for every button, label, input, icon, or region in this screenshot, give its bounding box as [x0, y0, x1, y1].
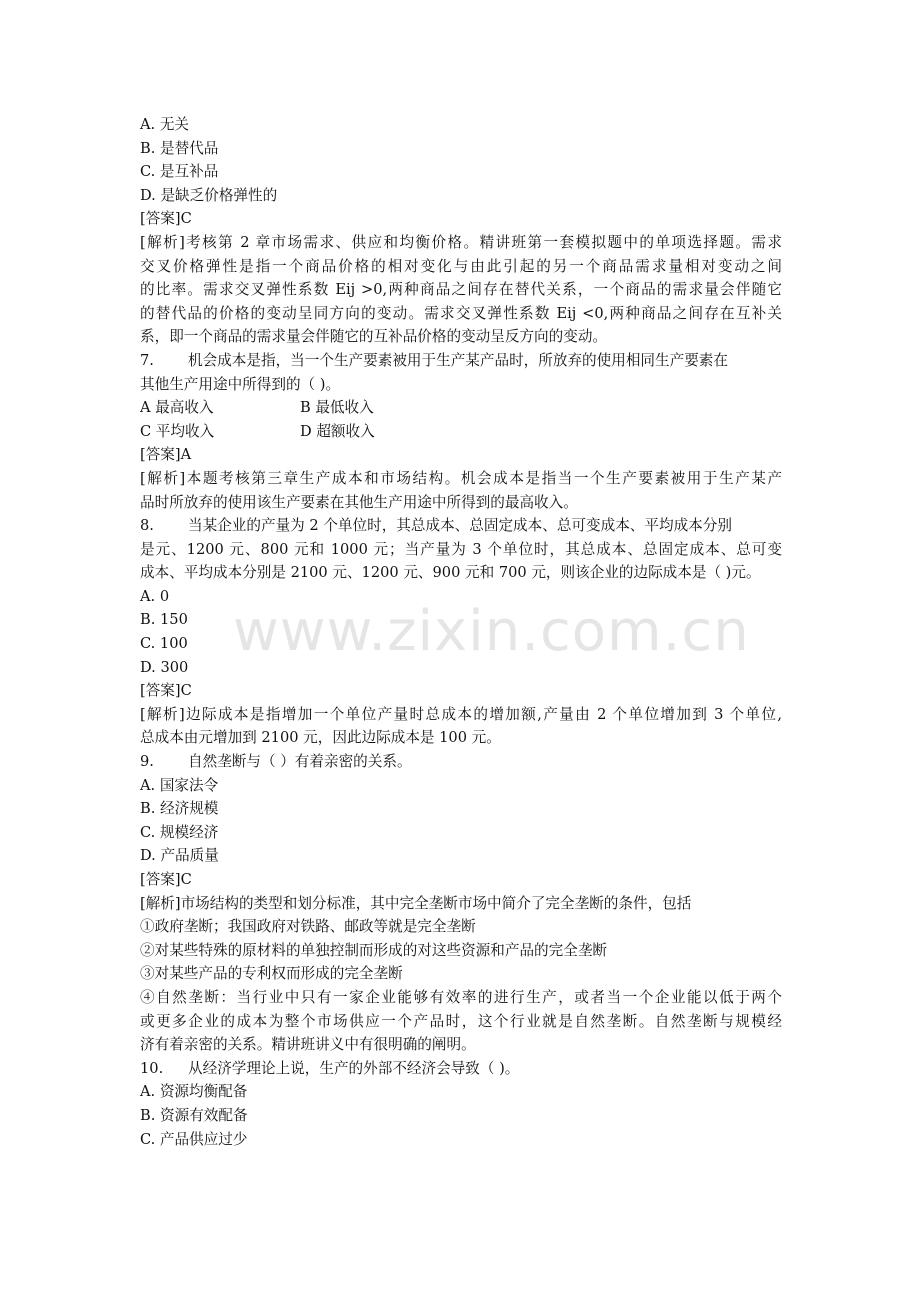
option-d: D. 产品质量: [140, 847, 219, 865]
watermark: www.zixin.com.cn: [233, 599, 750, 664]
analysis-line: ④自然垄断：当行业中只有一家企业能够有效率的进行生产，或者当一个企业能以低于两个: [140, 988, 782, 1006]
analysis-line: [解析]本题考核第三章生产成本和市场结构。机会成本是指当一个生产要素被用于生产某产: [140, 469, 782, 487]
analysis-line: ②对某些特殊的原材料的单独控制而形成的对这些资源和产品的完全垄断: [140, 941, 608, 959]
question-stem: 是元、1200 元、800 元和 1000 元；当产量为 3 个单位时，其总成本、总固定成本、总可变: [140, 540, 782, 558]
option-b: B. 是替代品: [140, 139, 219, 157]
question-number: 9.: [140, 753, 154, 771]
question-8: [140, 514, 782, 750]
analysis-line: 系，即一个商品的需求量会伴随它的互补品价格的变动呈反方向的变动。: [140, 328, 608, 346]
option-c: C 平均收入: [140, 422, 215, 440]
option-a: A. 0: [140, 587, 170, 605]
analysis-line: [解析]市场结构的类型和划分标准，其中完全垄断市场中简介了完全垄断的条件，包括: [140, 894, 692, 912]
option-d: D 超额收入: [300, 422, 375, 440]
analysis-line: 总成本由元增加到 2100 元，因此边际成本是 100 元。: [140, 729, 501, 747]
document-body: [140, 113, 782, 1151]
question-7: [140, 349, 782, 514]
option-d: D. 300: [140, 658, 189, 676]
option-b: B. 经济规模: [140, 800, 219, 818]
question-stem: 其他生产用途中所得到的（ )。: [140, 375, 341, 393]
answer: [答案]C: [140, 210, 192, 228]
option-row: [140, 420, 782, 444]
option-a: A. 资源均衡配备: [140, 1083, 248, 1101]
question-10: [140, 1057, 782, 1151]
stem-text: 机会成本是指，当一个生产要素被用于生产某产品时，所放弃的使用相同生产要素在: [188, 351, 728, 369]
question-stem: [140, 514, 782, 538]
analysis-line: 交叉价格弹性是指一个商品价格的相对变化与由此引起的另一个商品需求量相对变动之间: [140, 257, 782, 275]
answer: [答案]C: [140, 871, 192, 888]
analysis-line: 的比率。需求交叉弹性系数 Eij >0,两种商品之间存在替代关系，一个商品的需求量会伴随它: [140, 281, 782, 299]
question-number: 8.: [140, 517, 154, 535]
question-number: 7.: [140, 351, 154, 369]
stem-text: 当某企业的产量为 2 个单位时，其总成本、总固定成本、总可变成本、平均成本分别: [188, 517, 732, 535]
question-9: [140, 750, 782, 1057]
question-number: 10.: [140, 1059, 164, 1077]
analysis-line: ③对某些产品的专利权而形成的完全垄断: [140, 965, 403, 983]
question-stem: 成本、平均成本分别是 2100 元、1200 元、900 元和 700 元，则该企业的边际成本是（ )元。: [140, 564, 761, 582]
question-stem: [140, 349, 782, 373]
option-row: [140, 396, 782, 420]
option-c: C. 是互补品: [140, 163, 219, 181]
stem-text: 从经济学理论上说，生产的外部不经济会导致（ )。: [188, 1059, 520, 1077]
answer: [答案]C: [140, 682, 192, 700]
question-6: [140, 113, 782, 349]
option-b: B 最低收入: [300, 399, 374, 417]
option-c: C. 100: [140, 635, 188, 653]
analysis-line: [解析]考核第 2 章市场需求、供应和均衡价格。精讲班第一套模拟题中的单项选择题。需求: [140, 233, 782, 251]
option-a: A 最高收入: [140, 399, 214, 417]
analysis-line: 济有着亲密的关系。精讲班讲义中有很明确的阐明。: [140, 1036, 476, 1054]
analysis-line: 的替代品的价格的变动呈同方向的变动。需求交叉弹性系数 Eij <0,两种商品之间存在互补关: [140, 304, 782, 322]
option-c: C. 产品供应过少: [140, 1130, 248, 1148]
analysis-line: [解析]边际成本是指增加一个单位产量时总成本的增加额,产量由 2 个单位增加到 3 个单位,: [140, 705, 782, 723]
question-stem: [140, 1057, 782, 1081]
option-b: B. 150: [140, 611, 188, 629]
option-d: D. 是缺乏价格弹性的: [140, 186, 278, 204]
analysis-line: 或更多企业的成本为整个市场供应一个产品时，这个行业就是自然垄断。自然垄断与规模经: [140, 1012, 782, 1030]
stem-text: 自然垄断与（ ）有着亲密的关系。: [188, 753, 412, 771]
option-a: A. 无关: [140, 116, 190, 133]
answer: [答案]A: [140, 446, 192, 464]
question-stem: [140, 750, 782, 774]
option-b: B. 资源有效配备: [140, 1106, 248, 1124]
analysis-line: ①政府垄断；我国政府对铁路、邮政等就是完全垄断: [140, 918, 476, 936]
option-c: C. 规模经济: [140, 823, 219, 841]
option-a: A. 国家法令: [140, 776, 219, 794]
analysis-line: 品时所放弃的使用该生产要素在其他生产用途中所得到的最高收入。: [140, 493, 578, 511]
